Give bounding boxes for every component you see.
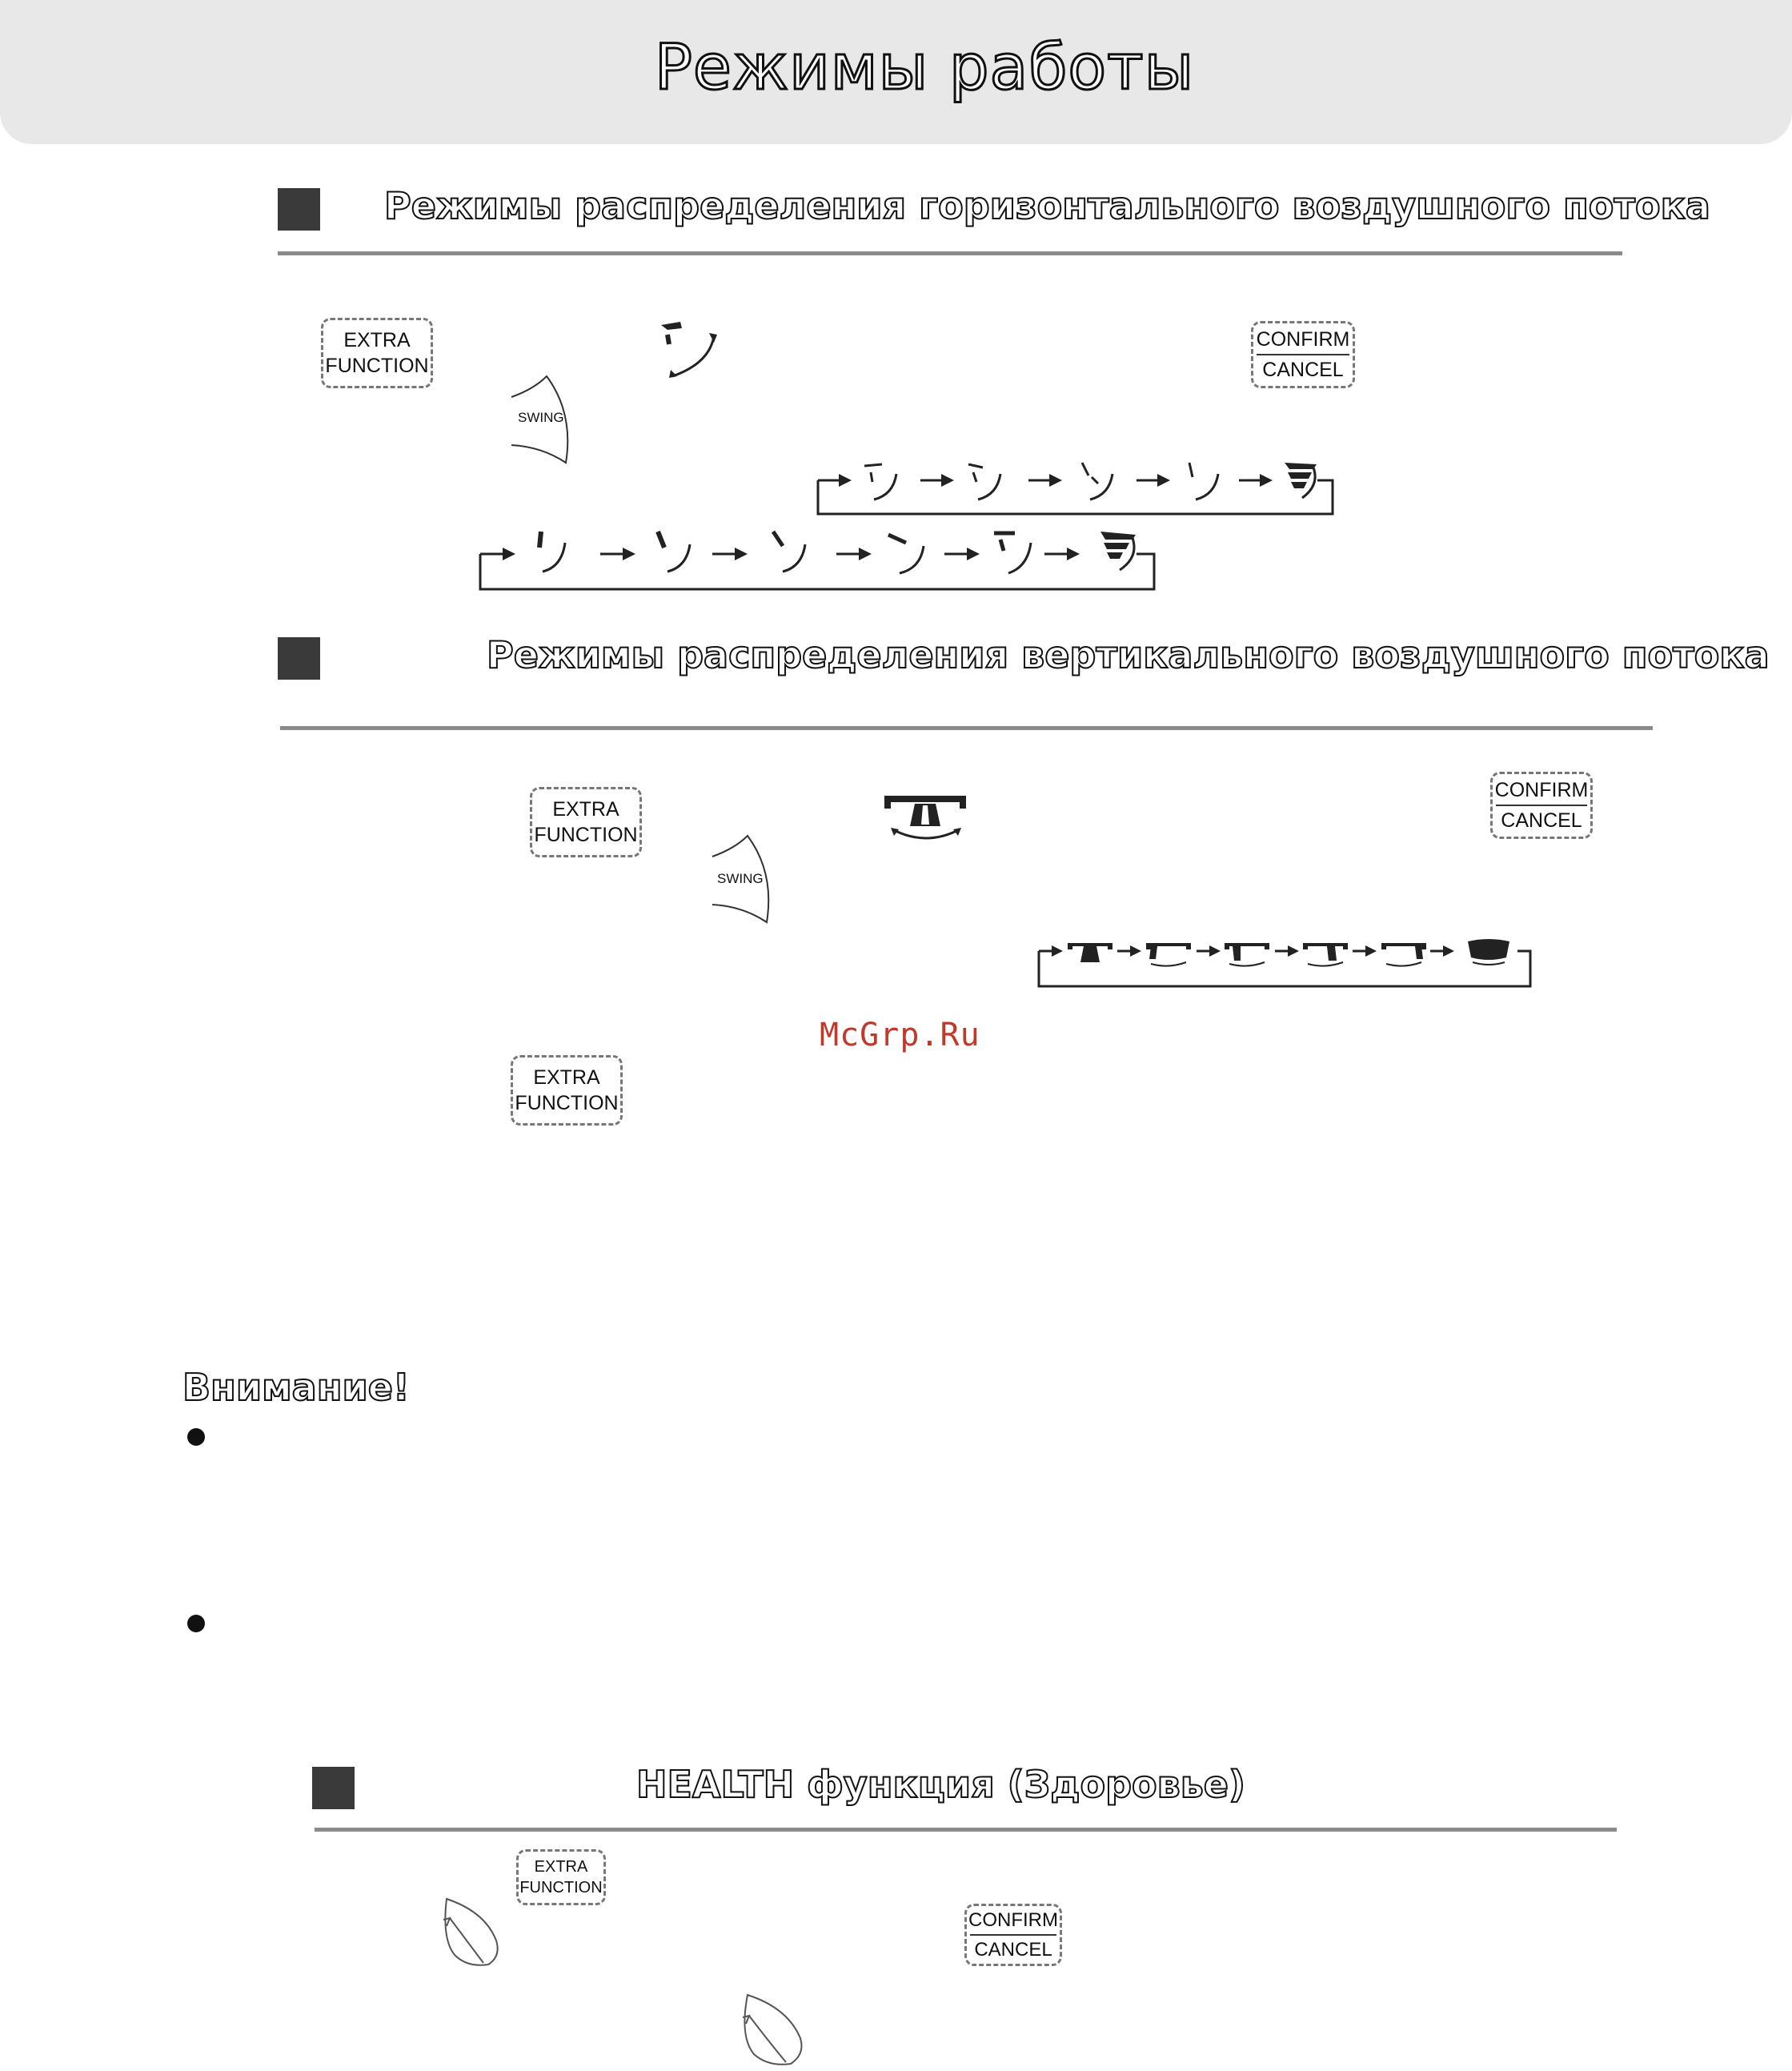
extra-label-1: EXTRA bbox=[552, 797, 619, 821]
section-divider bbox=[278, 251, 1622, 255]
extra-function-button[interactable] bbox=[321, 318, 433, 388]
confirm-cancel-button[interactable] bbox=[964, 1904, 1062, 1966]
extra-function-button[interactable] bbox=[516, 1849, 606, 1905]
horizontal-sequence-1 bbox=[808, 448, 1337, 528]
vertical-sequence bbox=[1032, 929, 1545, 993]
watermark: McGrp.Ru bbox=[820, 1017, 980, 1054]
horizontal-sequence-2 bbox=[472, 520, 1161, 600]
leaf-icon bbox=[736, 1992, 808, 2069]
button-separator bbox=[970, 1934, 1056, 1936]
extra-label-2: FUNCTION bbox=[515, 1092, 619, 1114]
section-marker bbox=[278, 637, 320, 680]
section-title-horizontal: Режимы распределения горизонтального воздушного потока bbox=[384, 184, 1710, 227]
swing-label: SWING bbox=[717, 871, 764, 886]
cancel-label: CANCEL bbox=[1501, 809, 1582, 832]
section-marker bbox=[312, 1767, 355, 1809]
extra-function-button[interactable] bbox=[530, 787, 642, 857]
confirm-cancel-button[interactable] bbox=[1251, 321, 1355, 388]
swing-button[interactable] bbox=[510, 373, 574, 464]
swing-label: SWING bbox=[518, 410, 564, 425]
extra-label-2: FUNCTION bbox=[519, 1879, 603, 1896]
section-marker bbox=[278, 188, 320, 231]
page-title: Режимы работы bbox=[654, 32, 1195, 104]
bullet bbox=[187, 1428, 205, 1446]
button-separator bbox=[1257, 354, 1349, 355]
leaf-icon bbox=[439, 1896, 503, 1969]
extra-label-1: EXTRA bbox=[534, 1858, 588, 1876]
section-title-health: HEALTH функция (Здоровье) bbox=[636, 1763, 1246, 1806]
extra-label-1: EXTRA bbox=[533, 1066, 600, 1089]
confirm-label: CONFIRM bbox=[968, 1908, 1058, 1931]
section-divider bbox=[280, 726, 1653, 730]
button-separator bbox=[1496, 805, 1587, 806]
vertical-flap-icon bbox=[883, 791, 971, 849]
extra-label-1: EXTRA bbox=[343, 328, 411, 351]
confirm-label: CONFIRM bbox=[1256, 327, 1350, 351]
cancel-label: CANCEL bbox=[1262, 359, 1344, 381]
swing-button[interactable] bbox=[711, 833, 775, 924]
extra-function-button[interactable] bbox=[511, 1055, 623, 1126]
confirm-cancel-button[interactable] bbox=[1490, 772, 1593, 839]
extra-label-2: FUNCTION bbox=[534, 824, 638, 846]
cancel-label: CANCEL bbox=[974, 1939, 1052, 1961]
section-divider bbox=[315, 1828, 1617, 1832]
bullet bbox=[187, 1615, 205, 1632]
confirm-label: CONFIRM bbox=[1494, 778, 1589, 801]
horizontal-flap-icon bbox=[658, 319, 722, 383]
extra-label-2: FUNCTION bbox=[325, 355, 429, 377]
section-title-vertical: Режимы распределения вертикального воздушного потока bbox=[487, 633, 1770, 676]
attention-title: Внимание! bbox=[182, 1366, 410, 1409]
